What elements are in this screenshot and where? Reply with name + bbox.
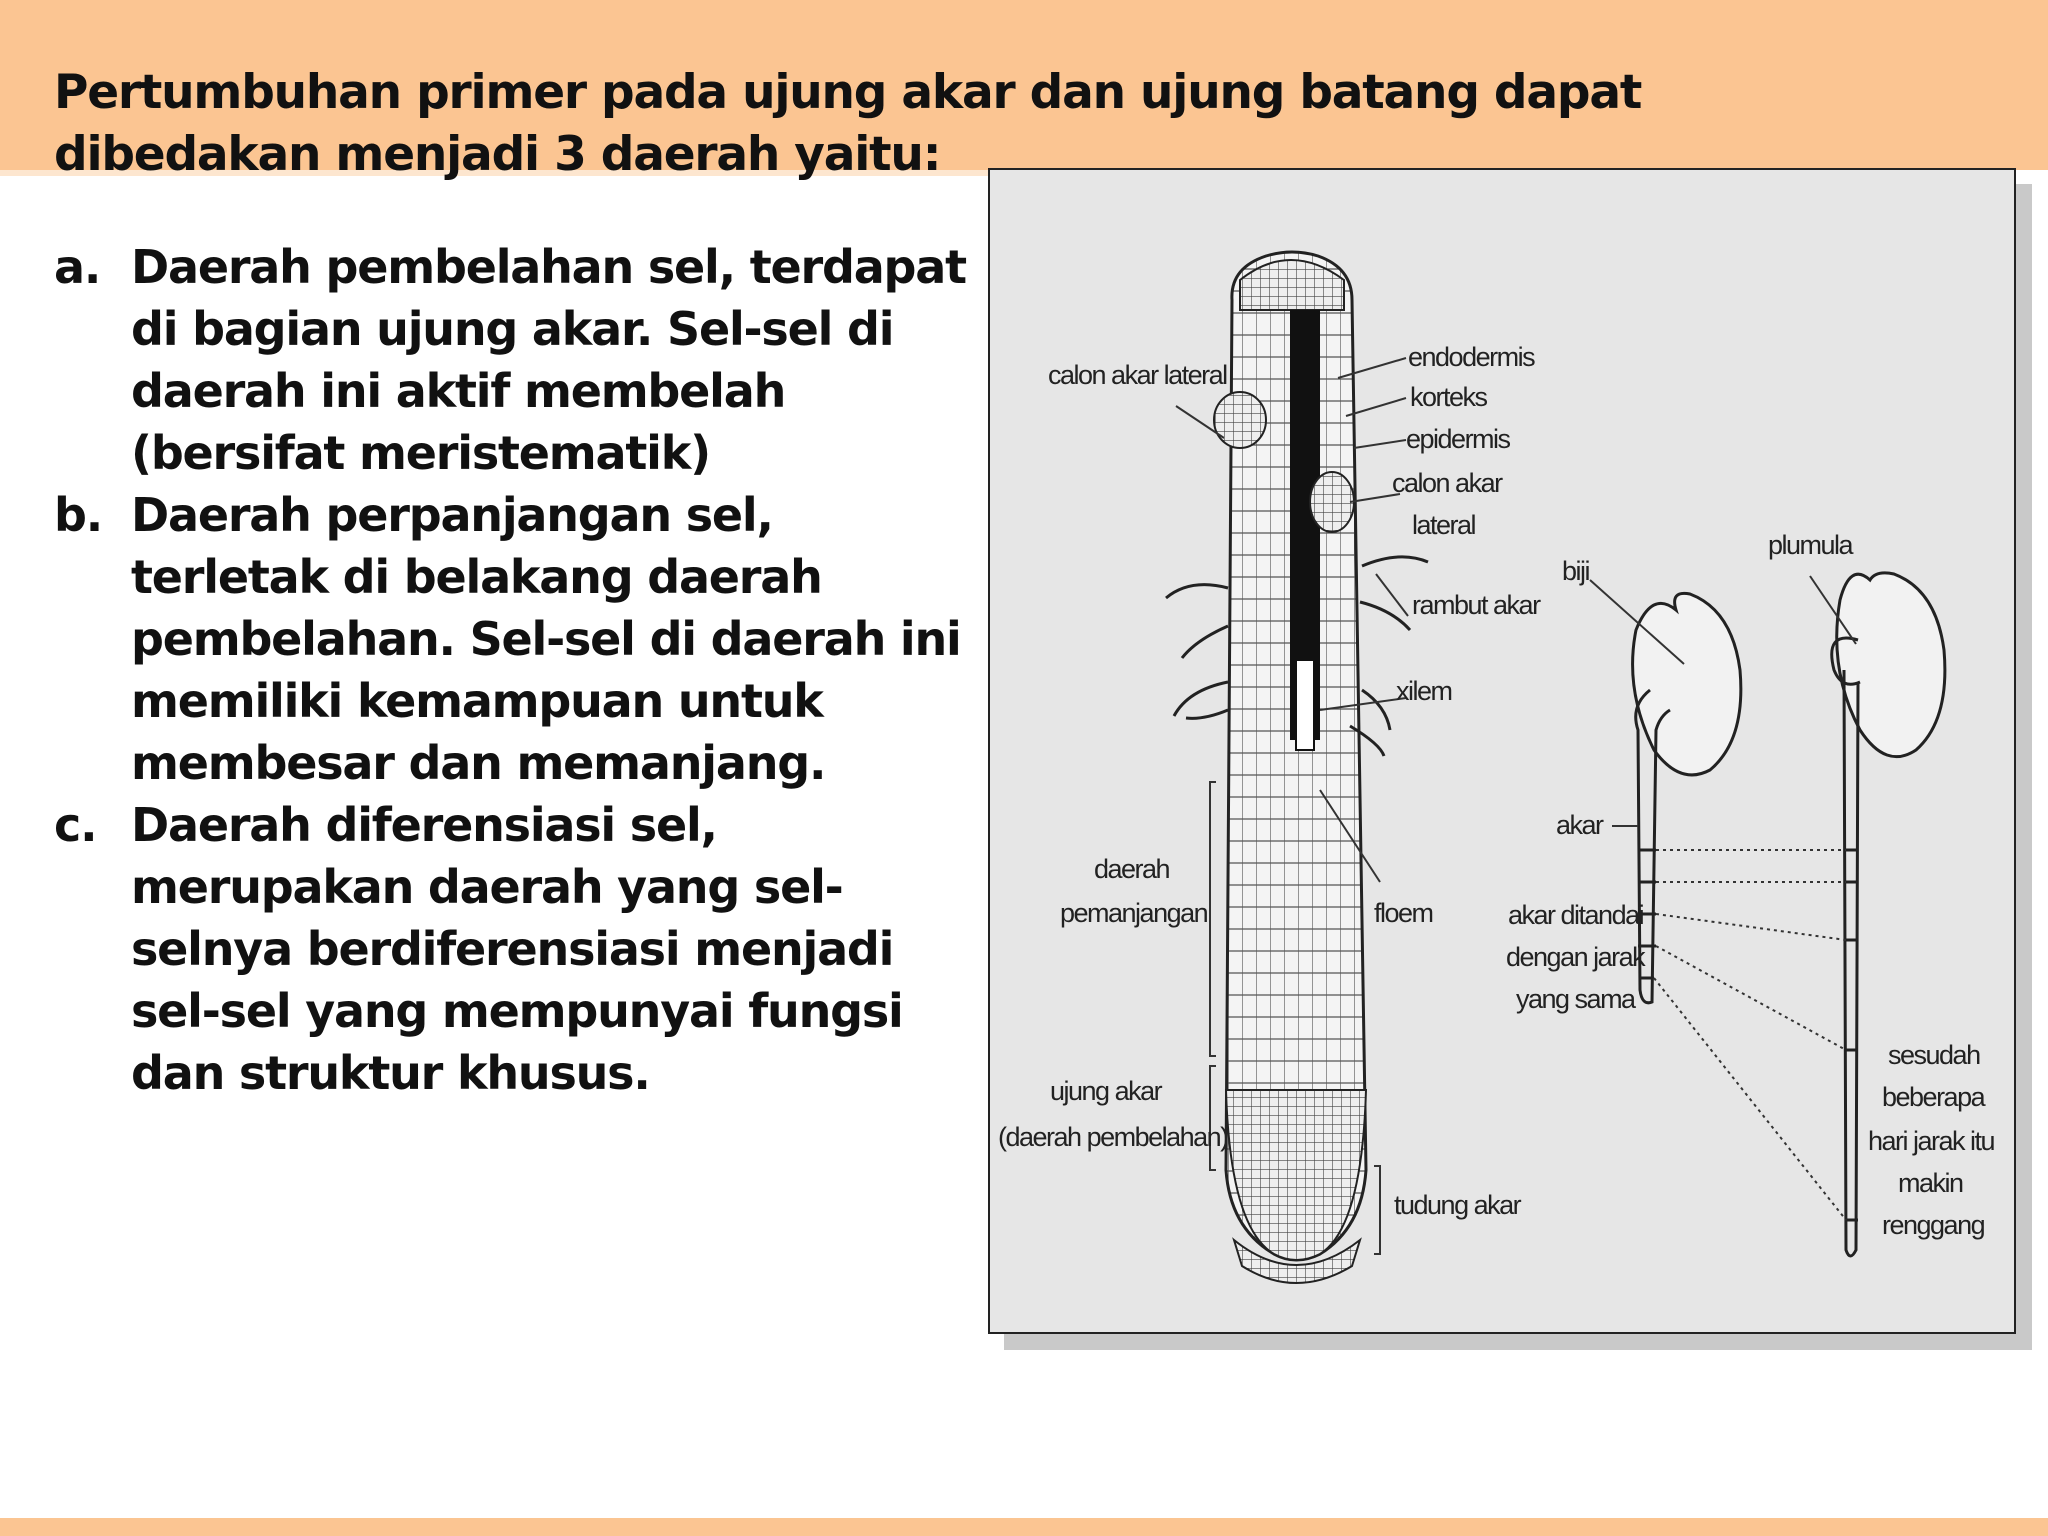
label-daerah: daerah [1094, 854, 1170, 884]
label-korteks: korteks [1410, 382, 1487, 412]
label-calon-akar: calon akar [1392, 468, 1502, 498]
list-item-text: Daerah pembelahan sel, terdapat di bagian ujung akar. Sel-sel di daerah ini aktif membelah (bersifat meristematik) [131, 240, 966, 480]
seedling-before [1633, 593, 1741, 1002]
region-list [54, 236, 974, 1104]
label-ditandai-1: akar ditandai [1508, 900, 1644, 930]
label-calon-akar-lateral: calon akar lateral [1048, 360, 1227, 390]
label-epidermis: epidermis [1406, 424, 1510, 454]
list-marker: a. [54, 240, 101, 294]
label-lateral: lateral [1412, 510, 1476, 540]
root-diagram-svg [990, 170, 2018, 1336]
label-sesudah-2: beberapa [1882, 1082, 1985, 1112]
root-longitudinal-section [1214, 252, 1366, 1283]
label-sesudah-4: makin [1898, 1168, 1963, 1198]
label-sesudah-1: sesudah [1888, 1040, 1980, 1070]
list-item-b [54, 484, 974, 794]
list-item-a [54, 236, 974, 484]
label-biji: biji [1562, 556, 1590, 586]
label-plumula: plumula [1768, 530, 1853, 560]
list-marker: c. [54, 798, 97, 852]
list-marker: b. [54, 488, 103, 542]
lateral-root-primordium-left [1214, 392, 1266, 448]
label-tudung-akar: tudung akar [1394, 1190, 1521, 1220]
list-item-text: Daerah diferensiasi sel, merupakan daerah yang sel-selnya berdiferensiasi menjadi sel-sel yang mempunyai fungsi dan struktur khusus. [131, 798, 903, 1100]
slide-title: Pertumbuhan primer pada ujung akar dan ujung batang dapat dibedakan menjadi 3 daerah yaitu: [54, 65, 1642, 182]
lateral-root-primordium-right [1310, 472, 1354, 532]
footer-band [0, 1518, 2048, 1536]
label-ujung-akar: ujung akar [1050, 1076, 1162, 1106]
label-endodermis: endodermis [1408, 342, 1535, 372]
root-growth-figure [988, 168, 2016, 1334]
label-floem: floem [1374, 898, 1433, 928]
label-akar: akar [1556, 810, 1603, 840]
label-ditandai-2: dengan jarak [1506, 942, 1645, 972]
label-sesudah-5: renggang [1882, 1210, 1985, 1240]
label-sesudah-3: hari jarak itu [1868, 1126, 1995, 1156]
label-rambut-akar: rambut akar [1412, 590, 1540, 620]
label-xilem: xilem [1396, 676, 1452, 706]
list-item-c [54, 794, 974, 1104]
list-item-text: Daerah perpanjangan sel, terletak di belakang daerah pembelahan. Sel-sel di daerah ini memiliki kemampuan untuk membesar dan memanjang. [131, 488, 961, 790]
label-pemanjangan: pemanjangan [1060, 898, 1208, 928]
mark-connectors [1654, 850, 1846, 1220]
label-daerah-pembelahan: (daerah pembelahan) [998, 1122, 1228, 1152]
label-ditandai-3: yang sama [1516, 984, 1635, 1014]
